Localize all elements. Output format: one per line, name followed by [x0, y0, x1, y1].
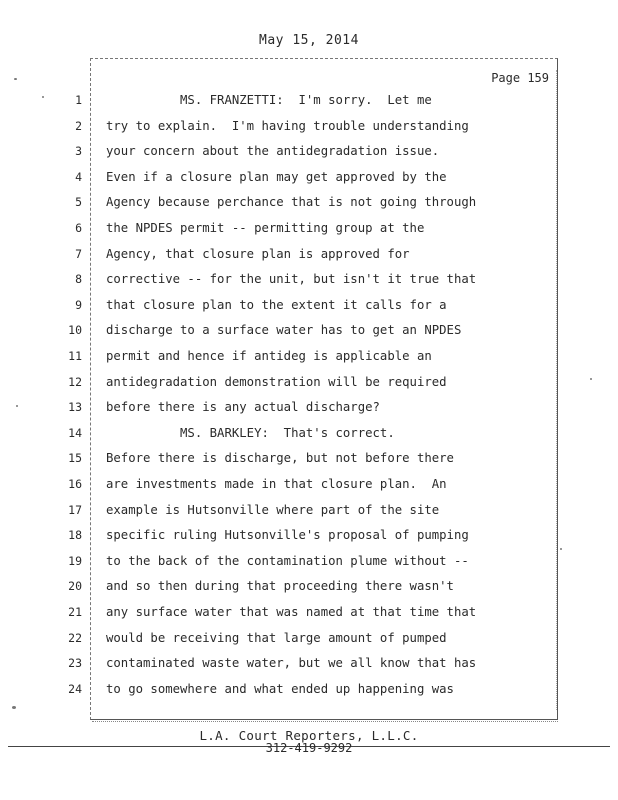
line-number: 24: [68, 681, 82, 696]
line-text: discharge to a surface water has to get an NPDES: [106, 323, 462, 338]
line-text: Before there is discharge, but not before there: [106, 451, 454, 466]
line-text: the NPDES permit -- permitting group at the: [106, 221, 425, 235]
line-text: MS. BARKLEY: That's correct.: [106, 425, 395, 440]
transcript-line: [0, 247, 540, 265]
line-text: try to explain. I'm having trouble understanding: [106, 118, 469, 133]
line-number: 7: [75, 246, 82, 261]
transcript-line: [0, 426, 540, 444]
line-number: 6: [75, 221, 82, 235]
transcript-line: [0, 144, 540, 162]
transcript-line: [0, 119, 540, 137]
line-number: 5: [75, 195, 82, 210]
transcript-line: [0, 682, 540, 700]
line-number: 22: [68, 630, 82, 645]
scan-speck: [590, 378, 592, 380]
footer-reporter-name: L.A. Court Reporters, L.L.C.: [199, 728, 419, 743]
scan-speck: [16, 405, 18, 407]
transcript-line: [0, 554, 540, 572]
line-number: 12: [68, 374, 82, 389]
line-text: Agency, that closure plan is approved for: [106, 246, 410, 261]
scan-speck: [560, 548, 562, 550]
line-text: that closure plan to the extent it calls for a: [106, 297, 447, 312]
line-number: 14: [68, 425, 82, 440]
line-number: 21: [68, 605, 82, 619]
line-text: Agency because perchance that is not going through: [106, 195, 477, 210]
line-text: contaminated waste water, but we all know that has: [106, 656, 477, 671]
line-number: 11: [68, 349, 82, 363]
margin-scan-dots: [556, 70, 561, 710]
transcript-line: [0, 195, 540, 213]
line-text: to go somewhere and what ended up happening was: [106, 681, 454, 696]
transcript-line: [0, 375, 540, 393]
line-number: 18: [68, 528, 82, 543]
line-number: 19: [68, 553, 82, 568]
line-text: your concern about the antidegradation issue.: [106, 144, 440, 159]
line-text: specific ruling Hutsonville's proposal of pumping: [106, 528, 469, 543]
transcript-line: [0, 451, 540, 469]
line-number: 1: [75, 93, 82, 107]
transcript-line: [0, 477, 540, 495]
transcript-line: [0, 631, 540, 649]
line-number: 8: [75, 272, 82, 287]
transcript-line: [0, 605, 540, 623]
scan-speck: [12, 706, 16, 709]
line-number: 20: [68, 579, 82, 594]
line-text: Even if a closure plan may get approved by the: [106, 169, 447, 184]
line-number: 23: [68, 656, 82, 671]
line-text: any surface water that was named at that time that: [106, 605, 477, 619]
transcript-line: [0, 93, 540, 111]
line-number: 3: [75, 144, 82, 159]
line-text: are investments made in that closure plan. An: [106, 477, 447, 491]
footer-phone: 312-419-9292: [265, 741, 353, 755]
scan-speck: [42, 96, 44, 98]
scan-speck: [14, 78, 17, 80]
transcript-line: [0, 170, 540, 188]
line-text: and so then during that proceeding there wasn't: [106, 579, 454, 594]
line-number: 15: [68, 451, 82, 466]
transcript-line: [0, 503, 540, 521]
header-date: May 15, 2014: [259, 33, 359, 48]
line-number: 9: [75, 297, 82, 312]
line-text: example is Hutsonville where part of the site: [106, 502, 440, 517]
frame-bottom-shadow: [92, 719, 558, 722]
transcript-line: [0, 221, 540, 239]
line-text: permit and hence if antideg is applicable an: [106, 349, 432, 363]
line-number: 17: [68, 502, 82, 517]
line-text: would be receiving that large amount of pumped: [106, 630, 447, 645]
transcript-line: [0, 323, 540, 341]
transcript-line: [0, 528, 540, 546]
line-text: MS. FRANZETTI: I'm sorry. Let me: [106, 93, 432, 107]
transcript-line: [0, 272, 540, 290]
line-number: 2: [75, 118, 82, 133]
line-text: before there is any actual discharge?: [106, 400, 380, 415]
line-number: 4: [75, 169, 82, 184]
transcript-line: [0, 656, 540, 674]
line-number: 13: [68, 400, 82, 415]
transcript-line: [0, 400, 540, 418]
line-number: 10: [68, 323, 82, 338]
page-label: Page 159: [491, 71, 549, 85]
transcript-line: [0, 579, 540, 597]
transcript-line: [0, 298, 540, 316]
line-text: antidegradation demonstration will be required: [106, 374, 447, 389]
line-number: 16: [68, 477, 82, 491]
line-text: to the back of the contamination plume without --: [106, 553, 469, 568]
transcript-line: [0, 349, 540, 367]
line-text: corrective -- for the unit, but isn't it true that: [106, 272, 477, 287]
